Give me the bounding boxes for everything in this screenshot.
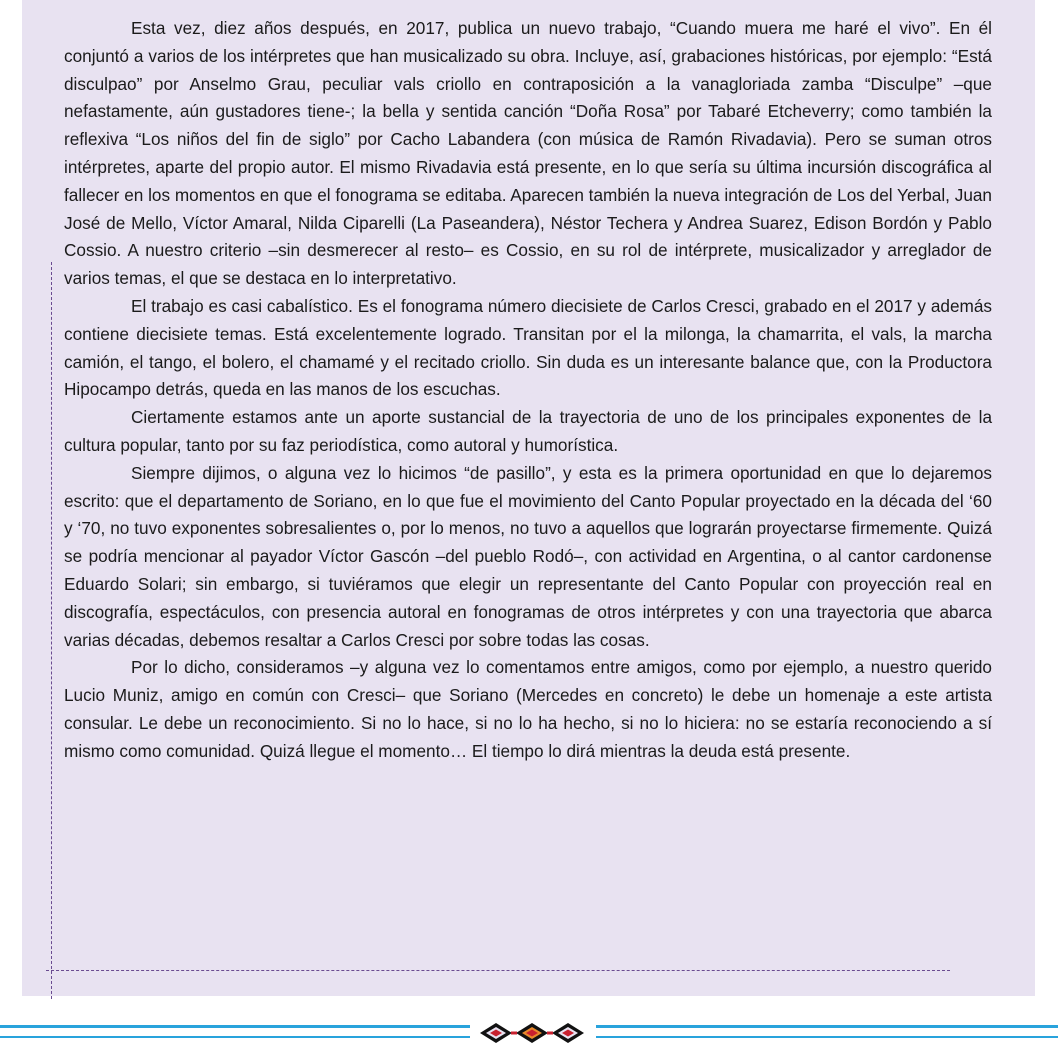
dashed-vertical-rule — [51, 262, 52, 999]
paragraph-4: Siempre dijimos, o alguna vez lo hicimos “de pasillo”, y esta es la primera oportunidad en que lo dejaremos escrito: que el departamento de Soriano, en lo que fue el movimiento del Canto Popular proyectado en la década del ‘60 y ‘70, no tuvo exponentes sobresalientes o, por lo menos, no tuvo a aquellos que lograrán proyectarse firmemente. Quizá se podría mencionar al payador Víctor Gascón –del pueblo Rodó–, con actividad en Argentina, o al cantor cardonense Eduardo Solari; sin embargo, si tuviéramos que elegir un representante del Canto Popular con proyección real en discografía, espectáculos, con presencia autoral en fonogramas de otros intérpretes y con una trayectoria que abarca varias décadas, debemos resaltar a Carlos Cresci por sobre todas las cosas. — [64, 462, 992, 650]
article-body — [64, 15, 992, 766]
paragraph-1: Esta vez, diez años después, en 2017, publica un nuevo trabajo, “Cuando muera me haré el vivo”. En él conjuntó a varios de los intérpretes que han musicalizado su obra. Incluye, así, grabaciones históricas, por ejemplo: “Está disculpao” por Anselmo Grau, peculiar vals criollo en contraposición a la vanagloriada zamba “Disculpe” –que nefastamente, aún gustadores tiene-; la bella y sentida canción “Doña Rosa” por Tabaré Etcheverry; como también la reflexiva “Los niños del fin de siglo” por Cacho Labandera (con música de Ramón Rivadavia). Pero se suman otros intérpretes, aparte del propio autor. El mismo Rivadavia está presente, en lo que sería su última incursión discográfica al fallecer en los momentos en que el fonograma se editaba. Aparecen también la nueva integración de Los del Yerbal, Juan José de Mello, Víctor Amaral, Nilda Ciparelli (La Paseandera), Néstor Techera y Andrea Suarez, Edison Bordón y Pablo Cossio. A nuestro criterio –sin desmerecer al resto– es Cossio, en su rol de intérprete, musicalizador y arreglador de varios temas, el que se destaca en lo interpretativo. — [64, 18, 992, 289]
guarda-diamond-ornament-icon — [478, 1022, 586, 1044]
footer-line-right-bottom — [596, 1036, 1058, 1038]
footer-line-left-top — [0, 1025, 470, 1028]
dashed-horizontal-rule — [46, 970, 950, 971]
footer-line-left-bottom — [0, 1036, 470, 1038]
footer-line-right-top — [596, 1025, 1058, 1028]
paragraph-3: Ciertamente estamos ante un aporte sustancial de la trayectoria de uno de los principales exponentes de la cultura popular, tanto por su faz periodística, como autoral y humorística. — [64, 407, 992, 455]
paragraph-5: Por lo dicho, consideramos –y alguna vez lo comentamos entre amigos, como por ejemplo, a nuestro querido Lucio Muniz, amigo en común con Cresci– que Soriano (Mercedes en concreto) le debe un homenaje a este artista consular. Le debe un reconocimiento. Si no lo hace, si no lo ha hecho, si no lo hiciera: no se estaría reconociendo a sí mismo como comunidad. Quizá llegue el momento… El tiempo lo dirá mientras la deuda está presente. — [64, 657, 992, 761]
paragraph-2: El trabajo es casi cabalístico. Es el fonograma número diecisiete de Carlos Cresci, grabado en el 2017 y además contiene diecisiete temas. Está excelentemente logrado. Transitan por el la milonga, la chamarrita, el vals, la marcha camión, el tango, el bolero, el chamamé y el recitado criollo. Sin duda es un interesante balance que, con la Productora Hipocampo detrás, queda en las manos de los escuchas. — [64, 295, 992, 400]
